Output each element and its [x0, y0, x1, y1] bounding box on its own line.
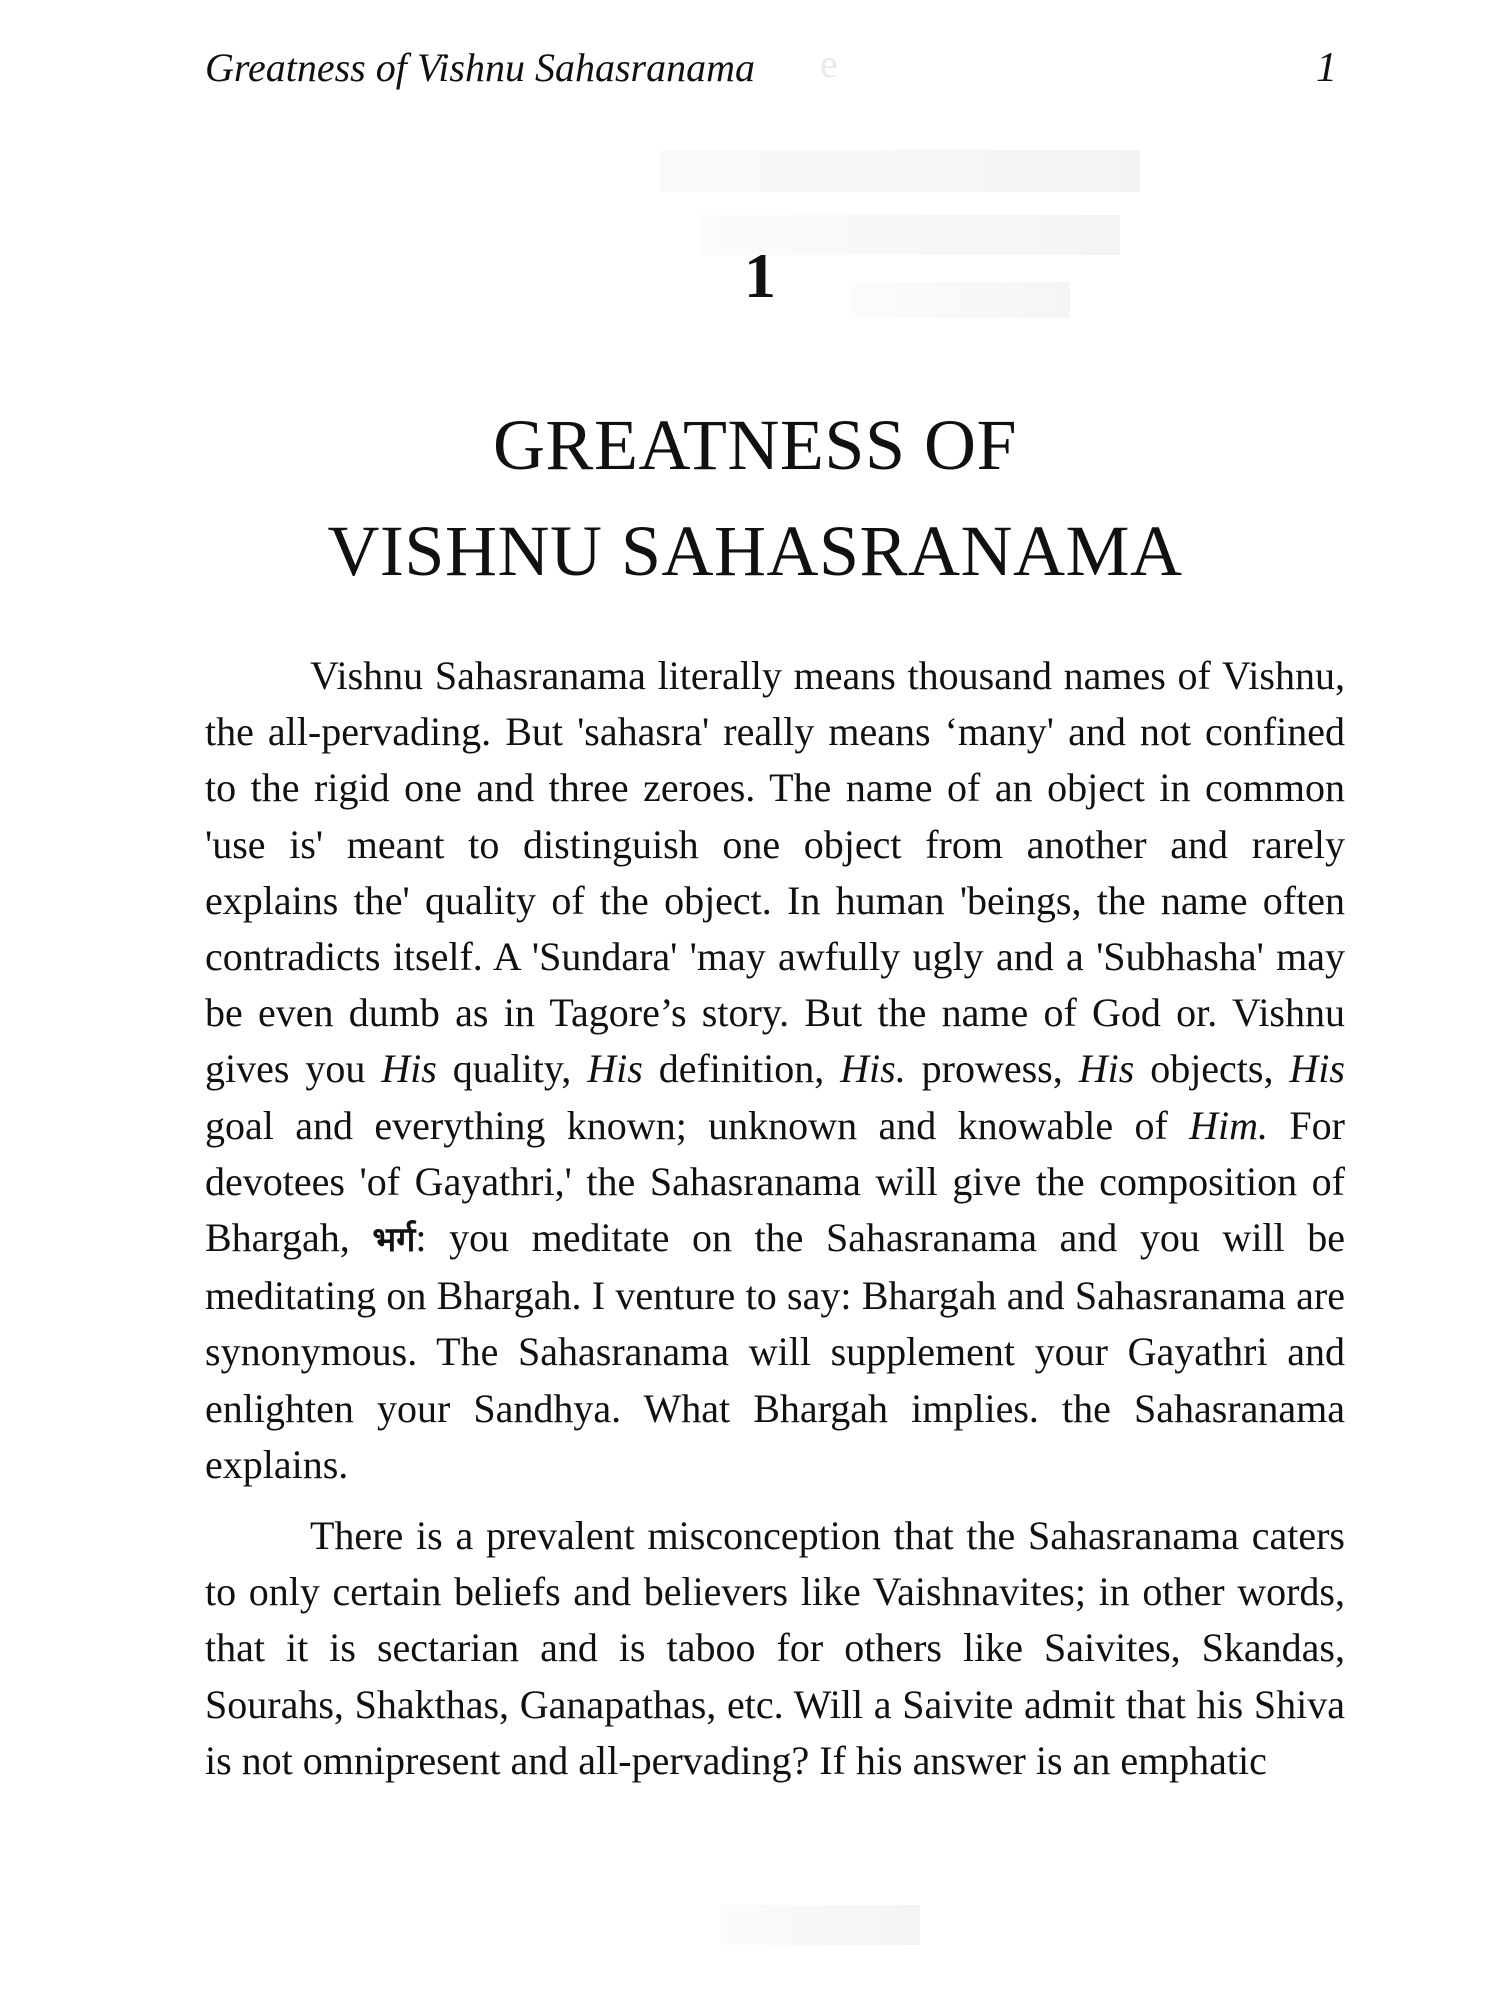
emphasis-text: His — [1289, 1046, 1345, 1092]
paragraph-text: quality, — [436, 1046, 588, 1092]
show-through-mark — [660, 150, 1140, 192]
running-title: Greatness of Vishnu Sahasranama — [205, 45, 755, 90]
chapter-number: 1 — [744, 240, 776, 311]
devanagari-word: भर्ग — [372, 1220, 416, 1261]
show-through-mark — [720, 1905, 920, 1945]
chapter-title — [0, 392, 1500, 604]
emphasis-text: His — [587, 1046, 643, 1092]
paragraph-text: For devotees 'of Gayathri,' the Sahasranama will give the composition of Bhargah, — [205, 1102, 1345, 1261]
body-paragraph — [205, 648, 1345, 1493]
running-header — [205, 38, 1345, 98]
emphasis-text: His. — [840, 1046, 906, 1092]
paragraph-text: prowess, — [905, 1046, 1079, 1092]
chapter-title-line-1: GREATNESS OF — [492, 405, 1018, 485]
emphasis-text: Him. — [1189, 1102, 1269, 1148]
emphasis-text: His — [381, 1046, 437, 1092]
body-paragraph — [205, 1508, 1345, 1789]
paragraph-text: objects, — [1134, 1046, 1290, 1092]
body-text — [205, 648, 1345, 1789]
paragraph-text: definition, — [642, 1046, 841, 1092]
paragraph-text: : you meditate on the Sahasranama and you will be meditating on Bhargah. I venture to say: Bhargah and Sahasranama are synonymous. The Sahasranama will supplement your Gayathri and enlighten your Sandhya. What Bhargah implies. the Sahasranama explains. — [205, 1215, 1345, 1487]
emphasis-text: His — [1078, 1046, 1135, 1092]
paragraph-text: goal and everything known; unknown and knowable of — [205, 1102, 1190, 1148]
paragraph-text: Vishnu Sahasranama literally means thousand names of Vishnu, the all-pervading. But 'sahasra' really means ‘many' and not confined to the rigid one and three zeroes. The name of an object in common 'use is' meant to distinguish one object from another and rarely explains the' quality of the object. In human 'beings, the name often contradicts itself. A 'Sundara' 'may awfully ugly and a 'Subhasha' may be even dumb as in Tagore’s story. But the name of God or. Vishnu gives you — [205, 653, 1345, 1092]
show-through-mark: ɘ — [820, 41, 838, 86]
chapter-title-line-2: VISHNU SAHASRANAMA — [327, 511, 1183, 591]
paragraph-text: There is a prevalent misconception that the Sahasranama caters to only certain beliefs and believers like Vaishnavites; in other words, that it is sectarian and is taboo for others like Saivites, Skandas, Sourahs, Shakthas, Ganapathas, etc. Will a Saivite admit that his Shiva is not omnipresent and all-pervading? If his answer is an emphatic — [205, 1513, 1345, 1783]
page-number: 1 — [1316, 45, 1337, 91]
